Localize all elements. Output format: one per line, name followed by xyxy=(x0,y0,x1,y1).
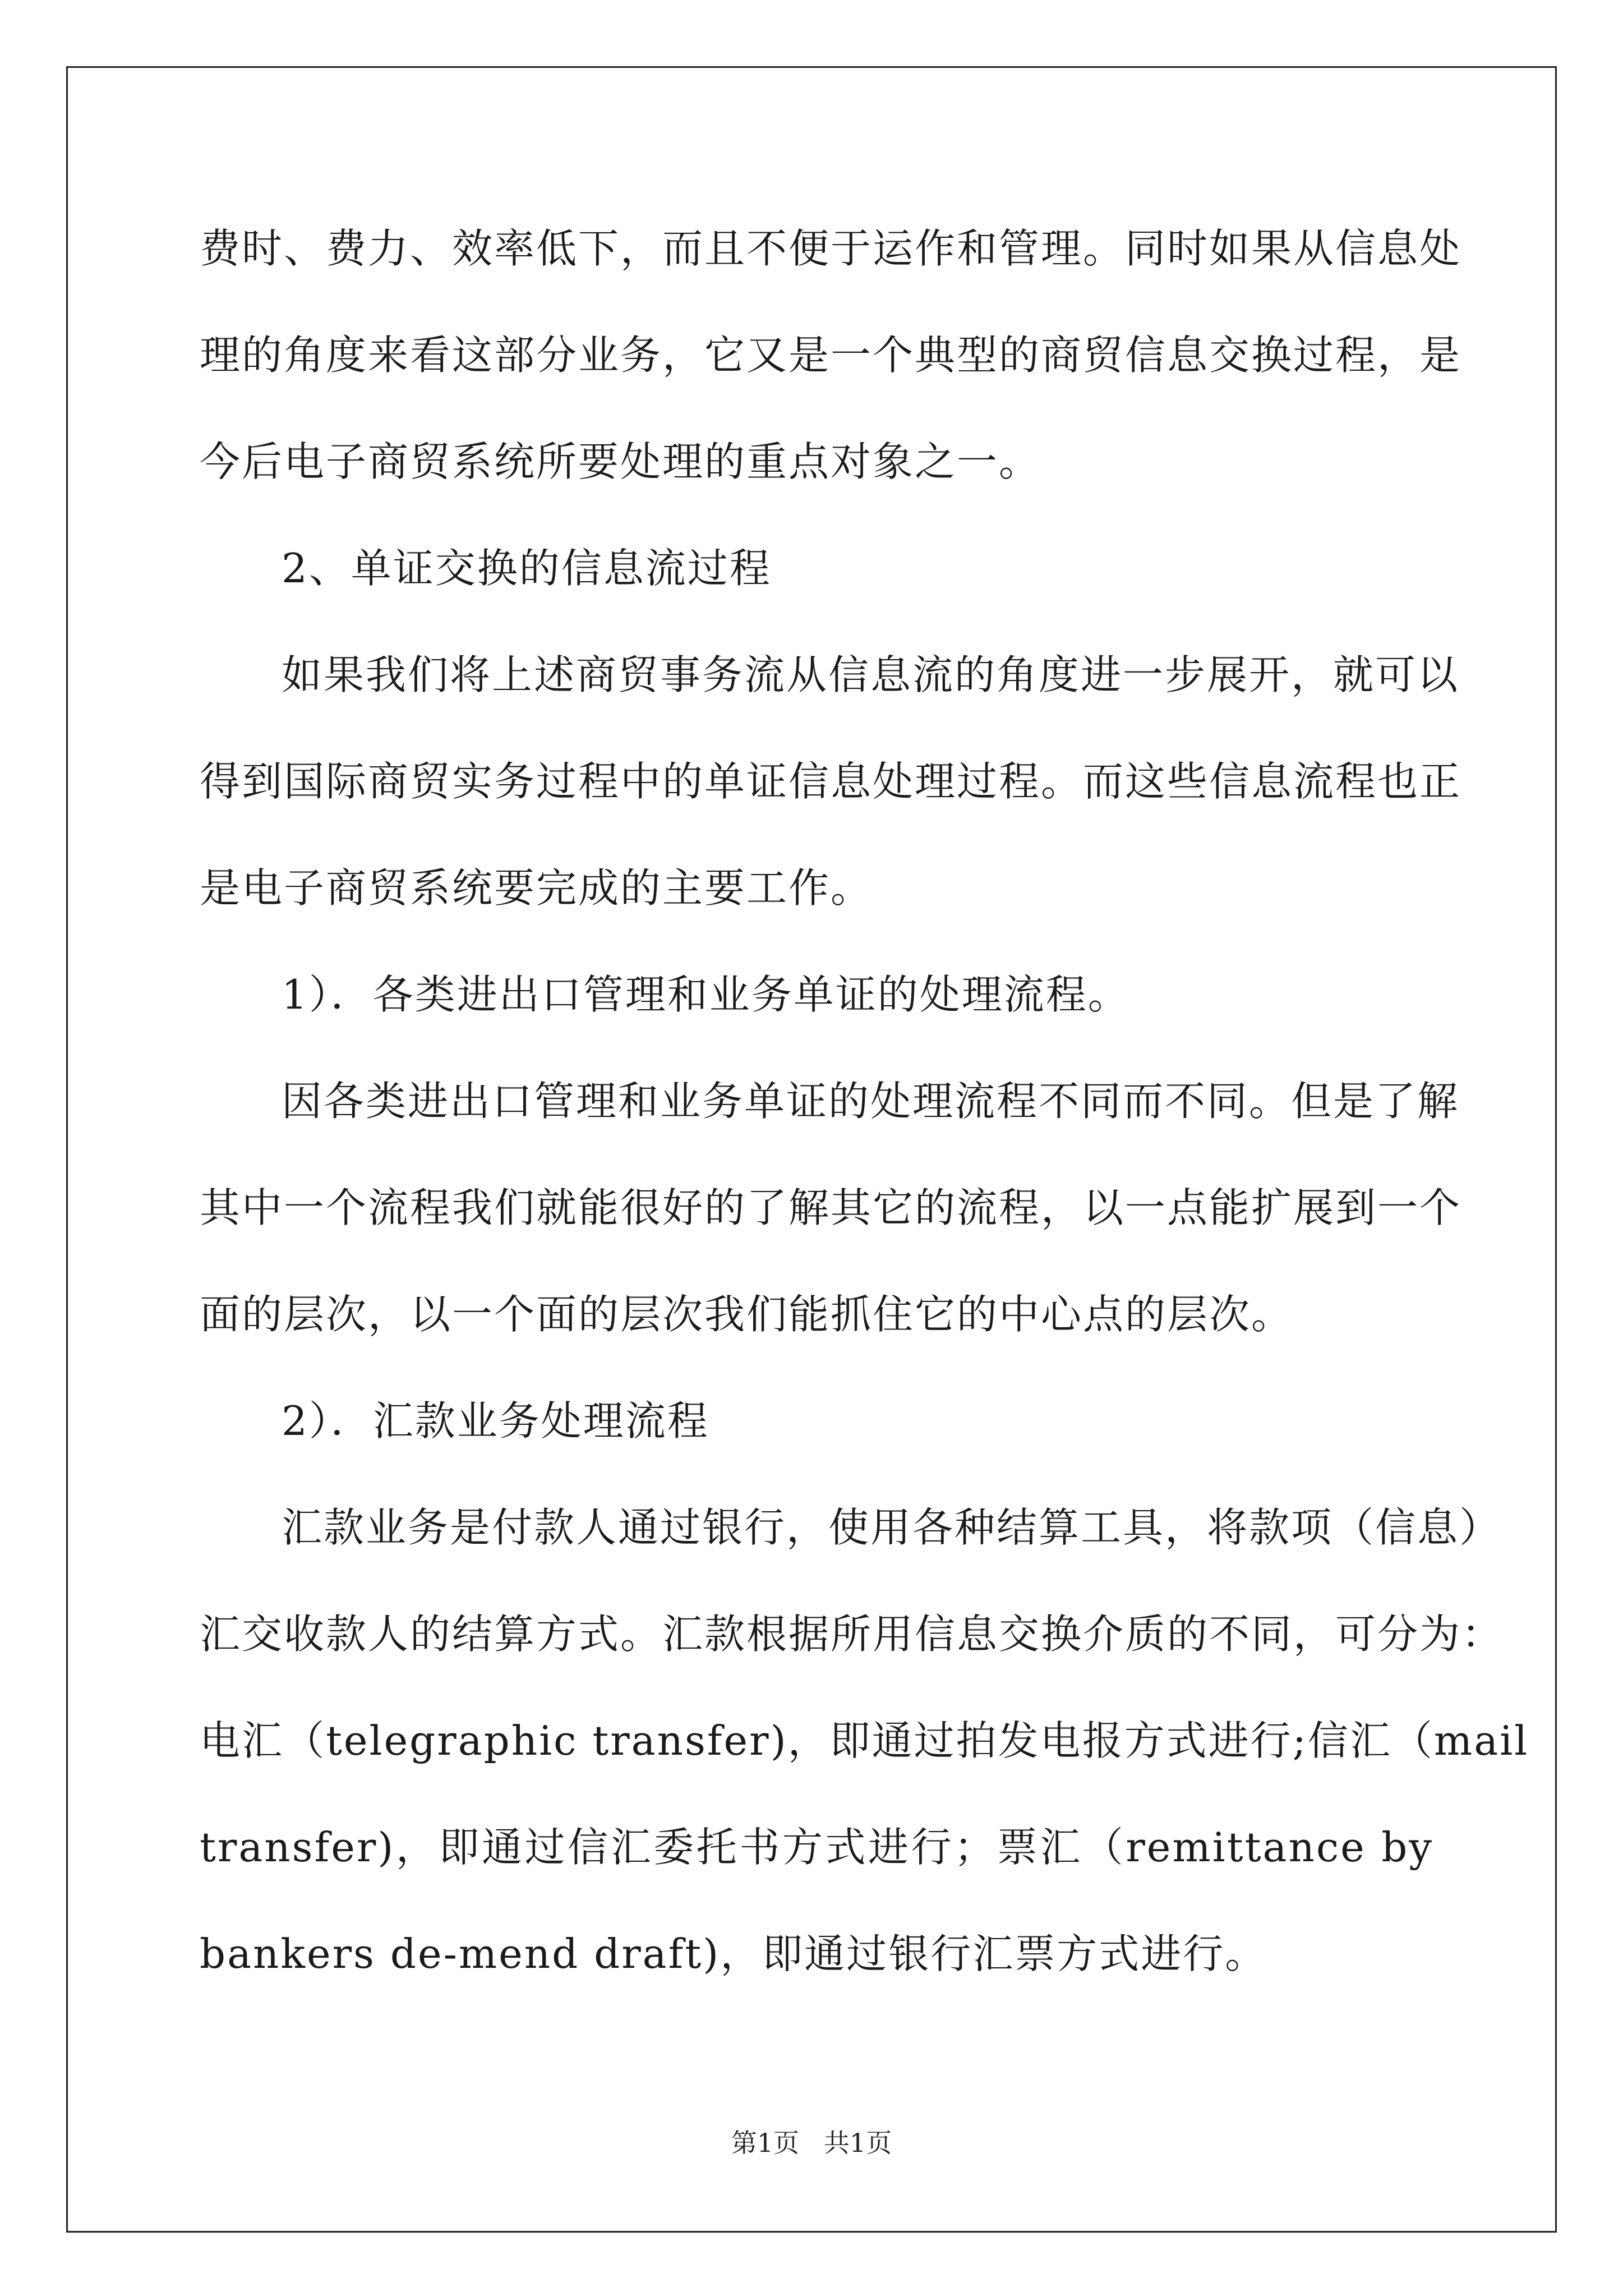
text-line: 电汇（telegraphic transfer)，即通过拍发电报方式进行;信汇（mail xyxy=(200,1717,1529,1764)
page-border xyxy=(66,66,1557,2233)
text-line: 汇交收款人的结算方式。汇款根据所用信息交换介质的不同，可分为： xyxy=(200,1611,1504,1658)
text-line: 如果我们将上述商贸事务流从信息流的角度进一步展开，就可以 xyxy=(282,651,1460,698)
text-line: bankers de-mend draft)，即通过银行汇票方式进行。 xyxy=(200,1930,1267,1977)
text-line: 得到国际商贸实务过程中的单证信息处理过程。而这些信息流程也正 xyxy=(200,758,1462,805)
text-line: 今后电子商贸系统所要处理的重点对象之一。 xyxy=(200,438,1041,485)
text-line: 面的层次，以一个面的层次我们能抓住它的中心点的层次。 xyxy=(200,1291,1294,1338)
text-line: 其中一个流程我们就能很好的了解其它的流程，以一点能扩展到一个 xyxy=(200,1184,1462,1231)
section-heading: 1）．各类进出口管理和业务单证的处理流程。 xyxy=(282,971,1130,1018)
text-line: 费时、费力、效率低下，而且不便于运作和管理。同时如果从信息处 xyxy=(200,225,1462,272)
text-line: transfer)，即通过信汇委托书方式进行；票汇（remittance by xyxy=(200,1824,1433,1871)
text-line: 汇款业务是付款人通过银行，使用各种结算工具，将款项（信息） xyxy=(282,1504,1502,1551)
text-line: 因各类进出口管理和业务单证的处理流程不同而不同。但是了解 xyxy=(282,1078,1460,1125)
section-heading: 2、单证交换的信息流过程 xyxy=(282,545,772,592)
page-number-footer: 第1页 共1页 xyxy=(731,2128,892,2158)
text-line: 是电子商贸系统要完成的主要工作。 xyxy=(200,864,873,912)
section-heading: 2）．汇款业务处理流程 xyxy=(282,1397,709,1444)
text-line: 理的角度来看这部分业务，它又是一个典型的商贸信息交换过程，是 xyxy=(200,332,1462,379)
